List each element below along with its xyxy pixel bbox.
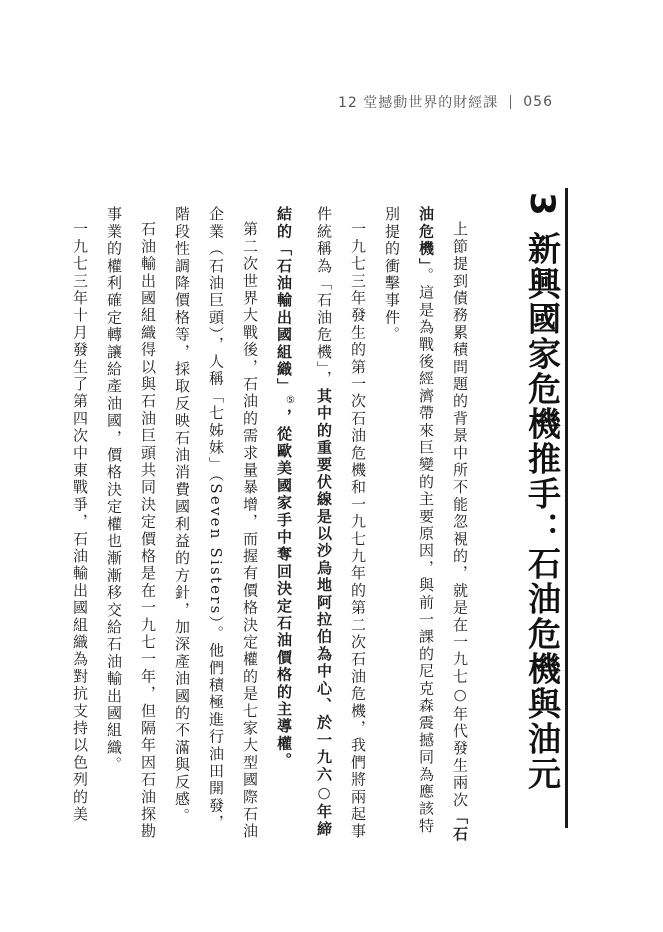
bold-term: ，從歐美國家手中奪回決定石油價格的主導權。 bbox=[275, 408, 293, 770]
chapter-title: 新興國家危機推手：石油危機與油元 bbox=[523, 231, 562, 792]
paragraph-text: 上節提到債務累積問題的背景中所不能忽視的，就是在一九七○年代發生兩次 bbox=[451, 221, 469, 809]
footnote-marker: ⑤ bbox=[285, 395, 296, 409]
paragraph-text: 。這是為戰後經濟帶來巨變的主要原因，與前一課的尼克森震撼同為應該特別提的衝擊事件。 bbox=[383, 206, 435, 835]
chapter-rule bbox=[565, 188, 568, 828]
paragraph-text: 一九七三年發生的第一次石油危機和一九七九年的第二次石油危機，我們將兩起事件統稱為「石油危機」， bbox=[315, 206, 367, 841]
body-text bbox=[71, 206, 477, 846]
paragraph bbox=[267, 206, 375, 846]
book-title: 12 堂撼動世界的財經課 bbox=[338, 95, 499, 111]
paragraph: 一九七三年十月發生了第四次中東戰爭，石油輸出國組織為對抗支持以色列的美 bbox=[71, 221, 89, 823]
paragraph: 第二次世界大戰後，石油的需求量暴增，而握有價格決定權的是七家大型國際石油企業（石油巨頭），人稱「七姊妹」（Seven Sisters）。他們積極進行油田開發，階段性調降價格等，採取反映石油消費國利益的方針，加深產油國的不滿與反感。 bbox=[173, 206, 259, 841]
chapter-heading bbox=[520, 192, 564, 792]
bold-term: 「石油危機」 bbox=[417, 206, 469, 844]
page-number: 056 bbox=[523, 94, 553, 110]
running-header bbox=[338, 92, 553, 112]
chapter-number: 3 bbox=[522, 192, 562, 218]
paragraph: 石油輸出國組織得以與石油巨頭共同決定價格是在一九七一年，但隔年因石油探勘事業的權利確定轉讓給產油國，價格決定權也漸漸移交給石油輸出國組織。 bbox=[105, 206, 157, 841]
bold-term: 其中的重要伏線是以沙烏地阿拉伯為中心、於一九六○年締結的「石油輸出國組織」 bbox=[275, 206, 333, 838]
paragraph bbox=[375, 206, 477, 846]
header-divider bbox=[510, 95, 511, 109]
